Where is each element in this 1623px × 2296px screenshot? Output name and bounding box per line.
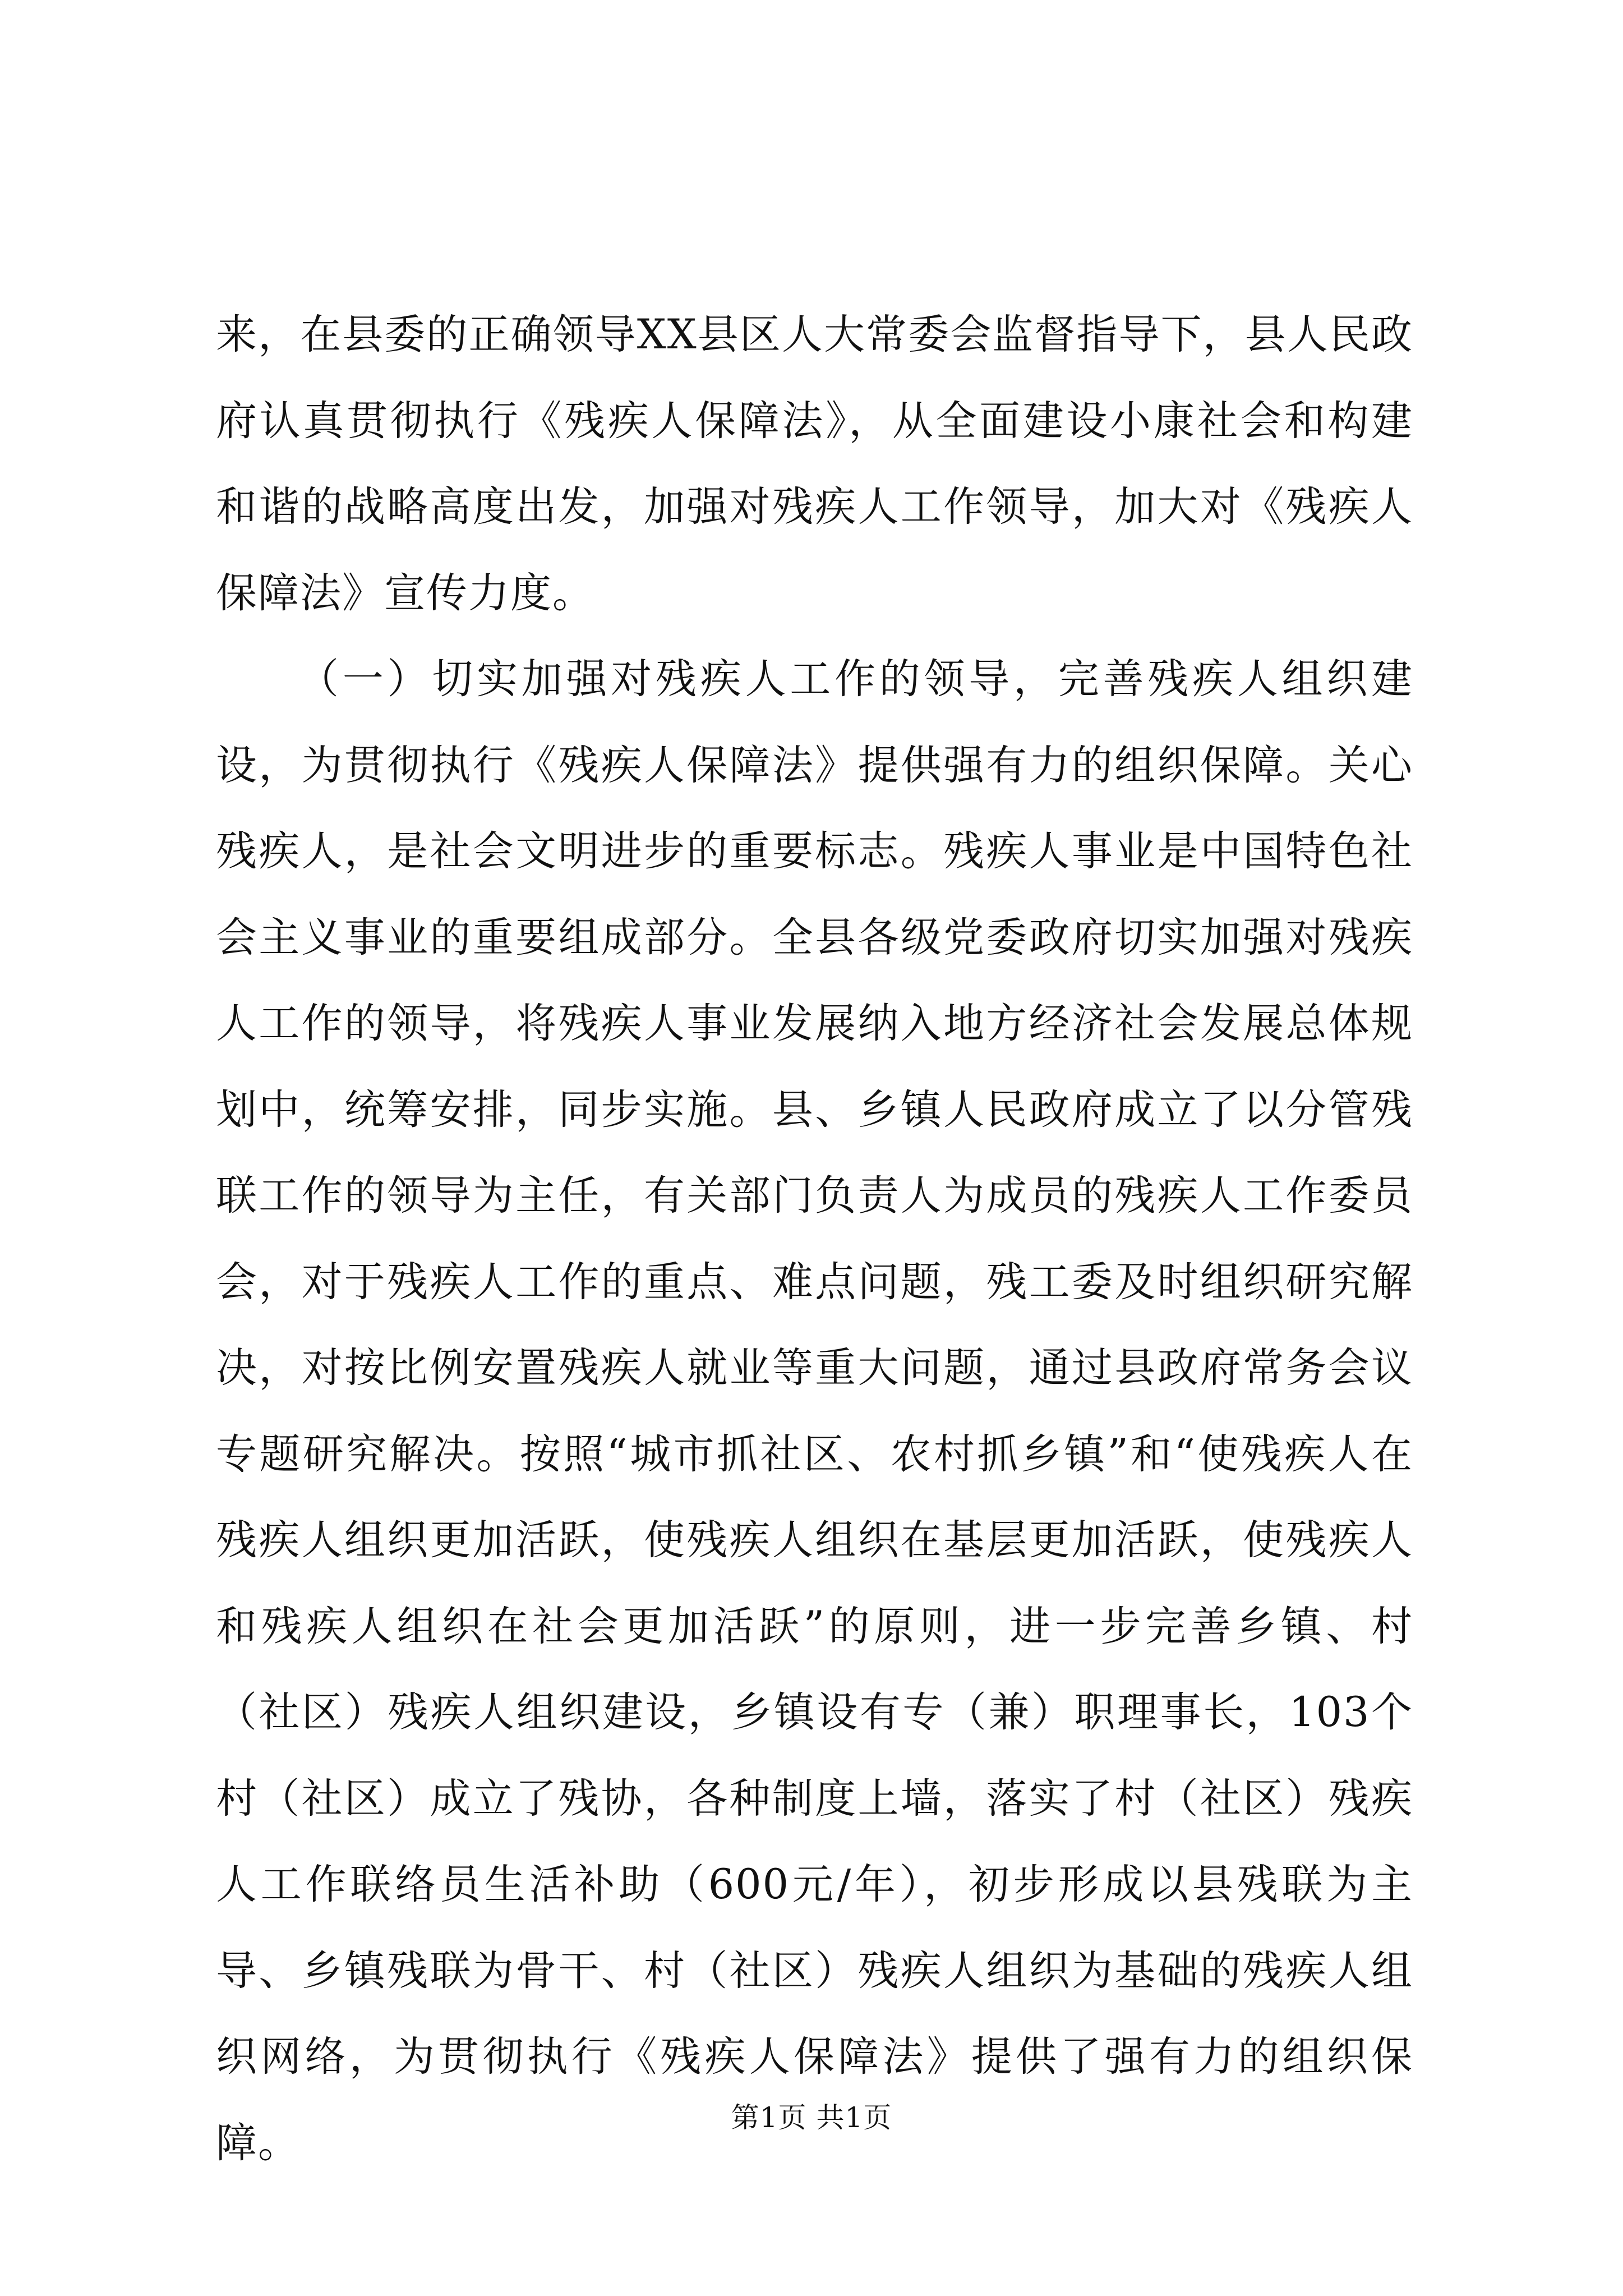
paragraph-continuation: 来，在县委的正确领导XX县区人大常委会监督指导下，县人民政府认真贯彻执行《残疾人保障法》，从全面建设小康社会和构建和谐的战略高度出发，加强对残疾人工作领导，加大对《残疾人保障法》宣传力度。 xyxy=(216,311,1413,617)
paragraph-section-one: （一）切实加强对残疾人工作的领导，完善残疾人组织建设，为贯彻执行《残疾人保障法》提供强有力的组织保障。关心残疾人，是社会文明进步的重要标志。残疾人事业是中国特色社会主义事业的重要组成部分。全县各级党委政府切实加强对残疾人工作的领导，将残疾人事业发展纳入地方经济社会发展总体规划中，统筹安排，同步实施。县、乡镇人民政府成立了以分管残联工作的领导为主任，有关部门负责人为成员的残疾人工作委员会，对于残疾人工作的重点、难点问题，残工委及时组织研究解决，对按比例安置残疾人就业等重大问题，通过县政府常务会议专题研究解决。按照“城市抓社区、农村抓乡镇”和“使残疾人在残疾人组织更加活跃，使残疾人组织在基层更加活跃，使残疾人和残疾人组织在社会更加活跃”的原则，进一步完善乡镇、村（社区）残疾人组织建设，乡镇设有专（兼）职理事长，103个村（社区）成立了残协，各种制度上墙，落实了村（社区）残疾人工作联络员生活补助（600元/年），初步形成以县残联为主导、乡镇残联为骨干、村（社区）残疾人组织为基础的残疾人组织网络，为贯彻执行《残疾人保障法》提供了强有力的组织保障。 xyxy=(216,655,1413,2167)
page-footer: 第1页 共1页 xyxy=(731,2101,892,2134)
document-body xyxy=(216,292,1413,2186)
